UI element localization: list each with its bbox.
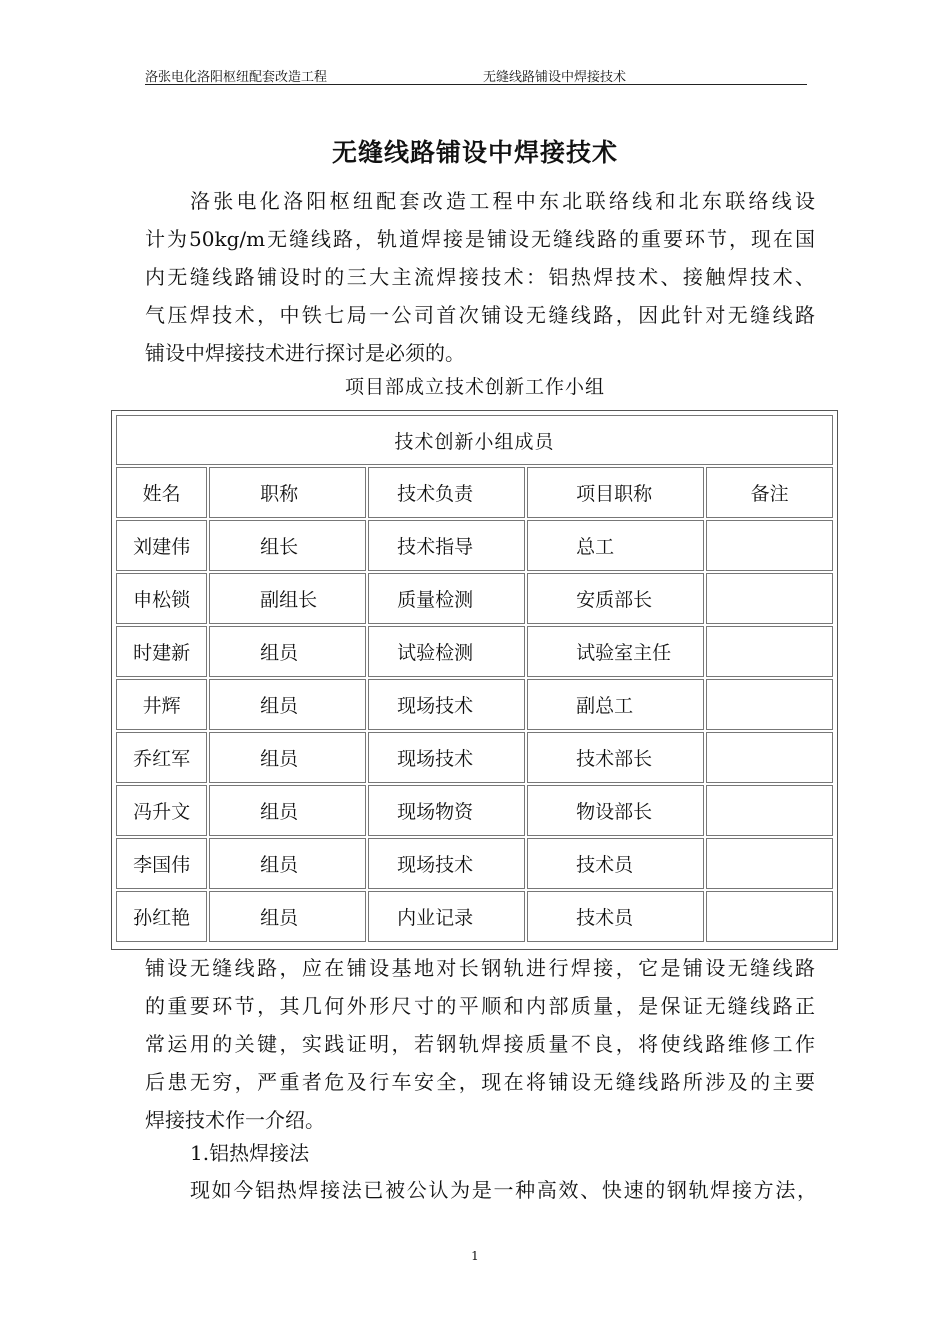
table-row — [116, 626, 833, 677]
cell-title: 组员 — [209, 732, 366, 783]
cell-name: 冯升文 — [116, 785, 207, 836]
cell-project-role: 总工 — [527, 520, 704, 571]
cell-responsibility: 现场物资 — [368, 785, 525, 836]
table-caption: 项目部成立技术创新工作小组 — [344, 376, 605, 398]
body-line: 焊接技术作一介绍。 — [145, 1108, 325, 1132]
cell-name: 申松锁 — [116, 573, 207, 624]
cell-remarks — [706, 573, 833, 624]
header-project-name: 洛张电化洛阳枢纽配套改造工程 — [145, 70, 328, 85]
cell-name: 时建新 — [116, 626, 207, 677]
cell-title: 副组长 — [209, 573, 366, 624]
cell-name: 井辉 — [116, 679, 207, 730]
cell-project-role: 技术员 — [527, 891, 704, 942]
cell-project-role: 副总工 — [527, 679, 704, 730]
cell-title: 组员 — [209, 626, 366, 677]
cell-project-role: 技术部长 — [527, 732, 704, 783]
intro-line: 内无缝线路铺设时的三大主流焊接技术：铝热焊技术、接触焊技术、 — [145, 265, 815, 289]
document-title: 无缝线路铺设中焊接技术 — [331, 138, 618, 167]
body-line: 常运用的关键，实践证明，若钢轨焊接质量不良，将使线路维修工作 — [145, 1032, 815, 1056]
cell-project-role: 安质部长 — [527, 573, 704, 624]
team-table-grid — [114, 413, 835, 944]
cell-title: 组员 — [209, 785, 366, 836]
cell-title: 组员 — [209, 838, 366, 889]
column-header-project-role: 项目职称 — [527, 467, 704, 518]
intro-line: 气压焊技术，中铁七局一公司首次铺设无缝线路，因此针对无缝线路 — [145, 303, 815, 327]
cell-remarks — [706, 679, 833, 730]
cell-responsibility: 现场技术 — [368, 679, 525, 730]
table-heading: 技术创新小组成员 — [116, 415, 833, 465]
section-heading: 1.铝热焊接法 — [190, 1141, 310, 1165]
cell-title: 组员 — [209, 679, 366, 730]
cell-remarks — [706, 732, 833, 783]
cell-remarks — [706, 838, 833, 889]
intro-line: 计为50kg/m无缝线路，轨道焊接是铺设无缝线路的重要环节，现在国 — [145, 227, 815, 251]
body-line: 的重要环节，其几何外形尺寸的平顺和内部质量，是保证无缝线路正 — [145, 994, 815, 1018]
cell-project-role: 物设部长 — [527, 785, 704, 836]
table-heading-row — [116, 415, 833, 465]
column-header-title: 职称 — [209, 467, 366, 518]
column-header-responsibility: 技术负责 — [368, 467, 525, 518]
cell-responsibility: 现场技术 — [368, 838, 525, 889]
cell-responsibility: 现场技术 — [368, 732, 525, 783]
cell-project-role: 技术员 — [527, 838, 704, 889]
column-header-remarks: 备注 — [706, 467, 833, 518]
table-row — [116, 573, 833, 624]
cell-name: 李国伟 — [116, 838, 207, 889]
cell-project-role: 试验室主任 — [527, 626, 704, 677]
cell-name: 孙红艳 — [116, 891, 207, 942]
table-row — [116, 785, 833, 836]
cell-name: 刘建伟 — [116, 520, 207, 571]
cell-remarks — [706, 891, 833, 942]
page-number: 1 — [471, 1249, 479, 1263]
section-paragraph: 现如今铝热焊接法已被公认为是一种高效、快速的钢轨焊接方法， — [190, 1178, 817, 1202]
intro-line: 铺设中焊接技术进行探讨是必须的。 — [145, 341, 465, 365]
table-row — [116, 891, 833, 942]
cell-remarks — [706, 785, 833, 836]
cell-remarks — [706, 626, 833, 677]
cell-title: 组员 — [209, 891, 366, 942]
body-line: 后患无穷，严重者危及行车安全，现在将铺设无缝线路所涉及的主要 — [145, 1070, 815, 1094]
cell-responsibility: 技术指导 — [368, 520, 525, 571]
intro-line: 洛张电化洛阳枢纽配套改造工程中东北联络线和北东联络线设 — [190, 189, 815, 213]
body-paragraph — [145, 949, 815, 1139]
cell-remarks — [706, 520, 833, 571]
cell-responsibility: 内业记录 — [368, 891, 525, 942]
table-row — [116, 838, 833, 889]
header-document-title: 无缝线路铺设中焊接技术 — [483, 70, 627, 85]
cell-title: 组长 — [209, 520, 366, 571]
table-row — [116, 679, 833, 730]
cell-responsibility: 试验检测 — [368, 626, 525, 677]
body-line: 铺设无缝线路，应在铺设基地对长钢轨进行焊接，它是铺设无缝线路 — [145, 956, 815, 980]
column-header-name: 姓名 — [116, 467, 207, 518]
cell-name: 乔红军 — [116, 732, 207, 783]
team-members-table — [111, 410, 838, 950]
table-row — [116, 520, 833, 571]
table-row — [116, 732, 833, 783]
page-header — [145, 66, 807, 85]
cell-responsibility: 质量检测 — [368, 573, 525, 624]
intro-paragraph — [145, 182, 815, 372]
table-header-row — [116, 467, 833, 518]
